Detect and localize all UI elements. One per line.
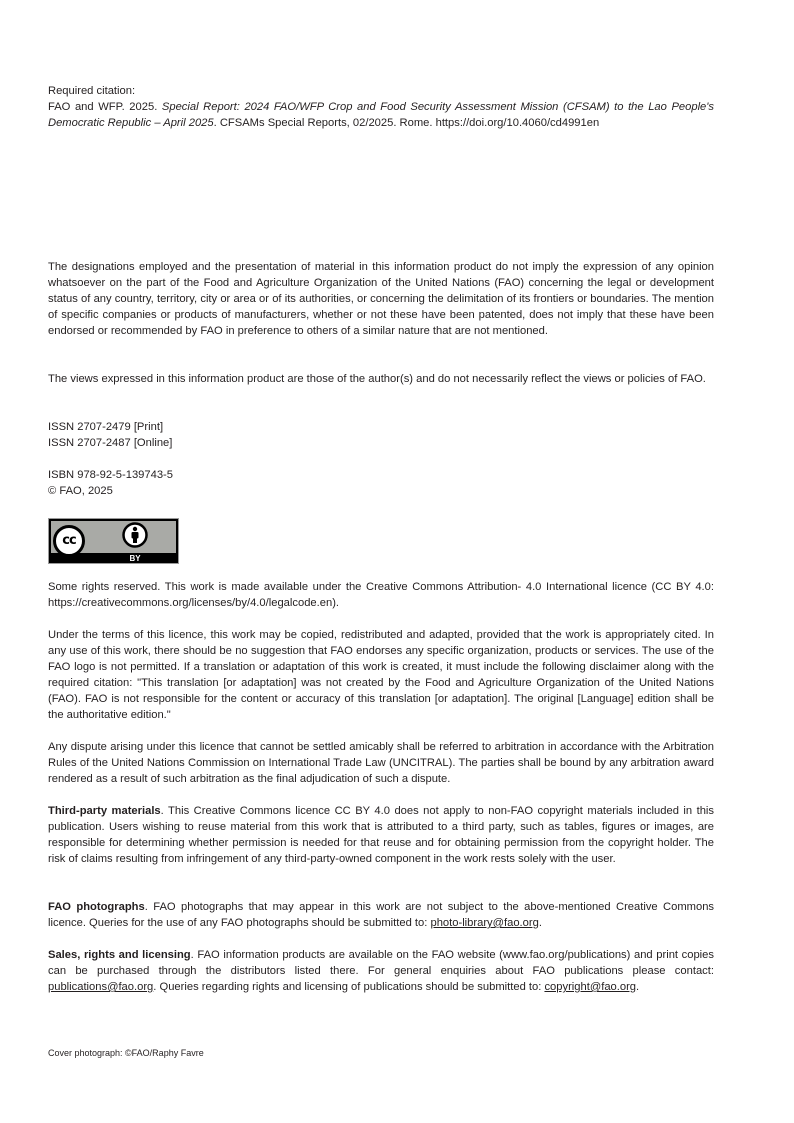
photographs-label: FAO photographs xyxy=(48,901,145,913)
issn-block xyxy=(48,419,714,451)
sales-text-2: . Queries regarding rights and licensing of publications should be submitted to: xyxy=(153,981,545,993)
sales-text-1: . FAO information products are available on the FAO website (www.fao.org/publications) and print copies can be purchased through the distributors listed there. For general enquiries about FAO publications please contact: xyxy=(48,949,714,977)
copyright-email-link[interactable]: copyright@fao.org xyxy=(544,981,637,993)
photographs-text: . FAO photographs that may appear in this work are not subject to the above-mentioned Creative Commons licence. Queries for the use of any FAO photographs should be submitted to: xyxy=(48,901,715,929)
required-citation xyxy=(48,83,714,131)
views-disclaimer: The views expressed in this information product are those of the author(s) and do not necessarily reflect the views or policies of FAO. xyxy=(48,373,706,385)
sales-label: Sales, rights and licensing xyxy=(48,949,191,961)
citation-text xyxy=(48,99,714,131)
rights-reserved-text: Some rights reserved. This work is made available under the Creative Commons Attribution- 4.0 International licence (CC BY 4.0: https://creativecommons.org/licenses/by/4.0/legalcode.en). xyxy=(48,581,714,609)
citation-title: Special Report: 2024 FAO/WFP Crop and Food Security Assessment Mission (CFSAM) to the Lao People's Democratic Republic – April 2025 xyxy=(48,101,715,129)
licence-terms-text: Under the terms of this licence, this work may be copied, redistributed and adapted, provided that the work is appropriately cited. In any use of this work, there should be no suggestion that FAO endorses any specific organization, products or services. The use of the FAO logo is not permitted. If a translation or adaptation of this work is created, it must include the following disclaimer along with the required citation: "This translation [or adaptation] was not created by the Food and Agriculture Organization of the United Nations (FAO). FAO is not responsible for the content or accuracy of this translation [or adaptation]. The original [Language] edition shall be the authoritative edition." xyxy=(48,629,714,721)
publications-email-link[interactable]: publications@fao.org xyxy=(48,981,154,993)
issn-print: ISSN 2707-2479 [Print] xyxy=(48,421,164,433)
third-party-label: Third-party materials xyxy=(48,805,161,817)
by-label: BY xyxy=(129,554,141,563)
citation-heading: Required citation: xyxy=(48,85,136,97)
fao-photographs xyxy=(48,899,714,931)
dispute-text: Any dispute arising under this licence that cannot be settled amicably shall be referred to arbitration in accordance with the Arbitration Rules of the United Nations Commission on International Trade Law (UNCITRAL). The parties shall be bound by any arbitration award rendered as a result of such arbitration as the final adjudication of such a dispute. xyxy=(48,741,714,785)
cc-icon-text: cc xyxy=(62,533,76,548)
cover-photo-credit: Cover photograph: ©FAO/Raphy Favre xyxy=(48,1048,204,1058)
photographs-end: . xyxy=(538,917,542,929)
third-party-text: . This Creative Commons licence CC BY 4.0 does not apply to non-FAO copyright materials included in this publication. Users wishing to reuse material from this work that is attributed to a third party, such as tables, figures or images, are responsible for determining whether permission is needed for that reuse and for obtaining permission from the copyright holder. The risk of claims resulting from infringement of any third-party-owned component in the work rests solely with the user. xyxy=(48,805,714,865)
cc-by-license-badge xyxy=(48,518,179,564)
isbn-block xyxy=(48,467,714,499)
issn-online: ISSN 2707-2487 [Online] xyxy=(48,437,173,449)
isbn: ISBN 978-92-5-139743-5 xyxy=(48,469,174,481)
citation-suffix: . CFSAMs Special Reports, 02/2025. Rome. https://doi.org/10.4060/cd4991en xyxy=(213,117,600,129)
sales-rights-licensing xyxy=(48,947,714,995)
designations-disclaimer: The designations employed and the presentation of material in this information product do not imply the expression of any opinion whatsoever on the part of the Food and Agriculture Organization of the United Nations (FAO) concerning the legal or development status of any country, territory, city or area or of its authorities, or concerning the delimitation of its frontiers or boundaries. The mention of specific companies or products of manufacturers, whether or not these have been patented, does not imply that these have been endorsed or recommended by FAO in preference to others of a similar nature that are not mentioned. xyxy=(48,261,714,337)
citation-prefix: FAO and WFP. 2025. xyxy=(48,101,158,113)
third-party-materials xyxy=(48,803,714,867)
sales-end: . xyxy=(636,981,640,993)
attribution-person-icon xyxy=(122,522,148,548)
copyright: © FAO, 2025 xyxy=(48,485,113,497)
photo-library-email-link[interactable]: photo-library@fao.org xyxy=(430,917,539,929)
creative-commons-icon xyxy=(53,525,85,557)
